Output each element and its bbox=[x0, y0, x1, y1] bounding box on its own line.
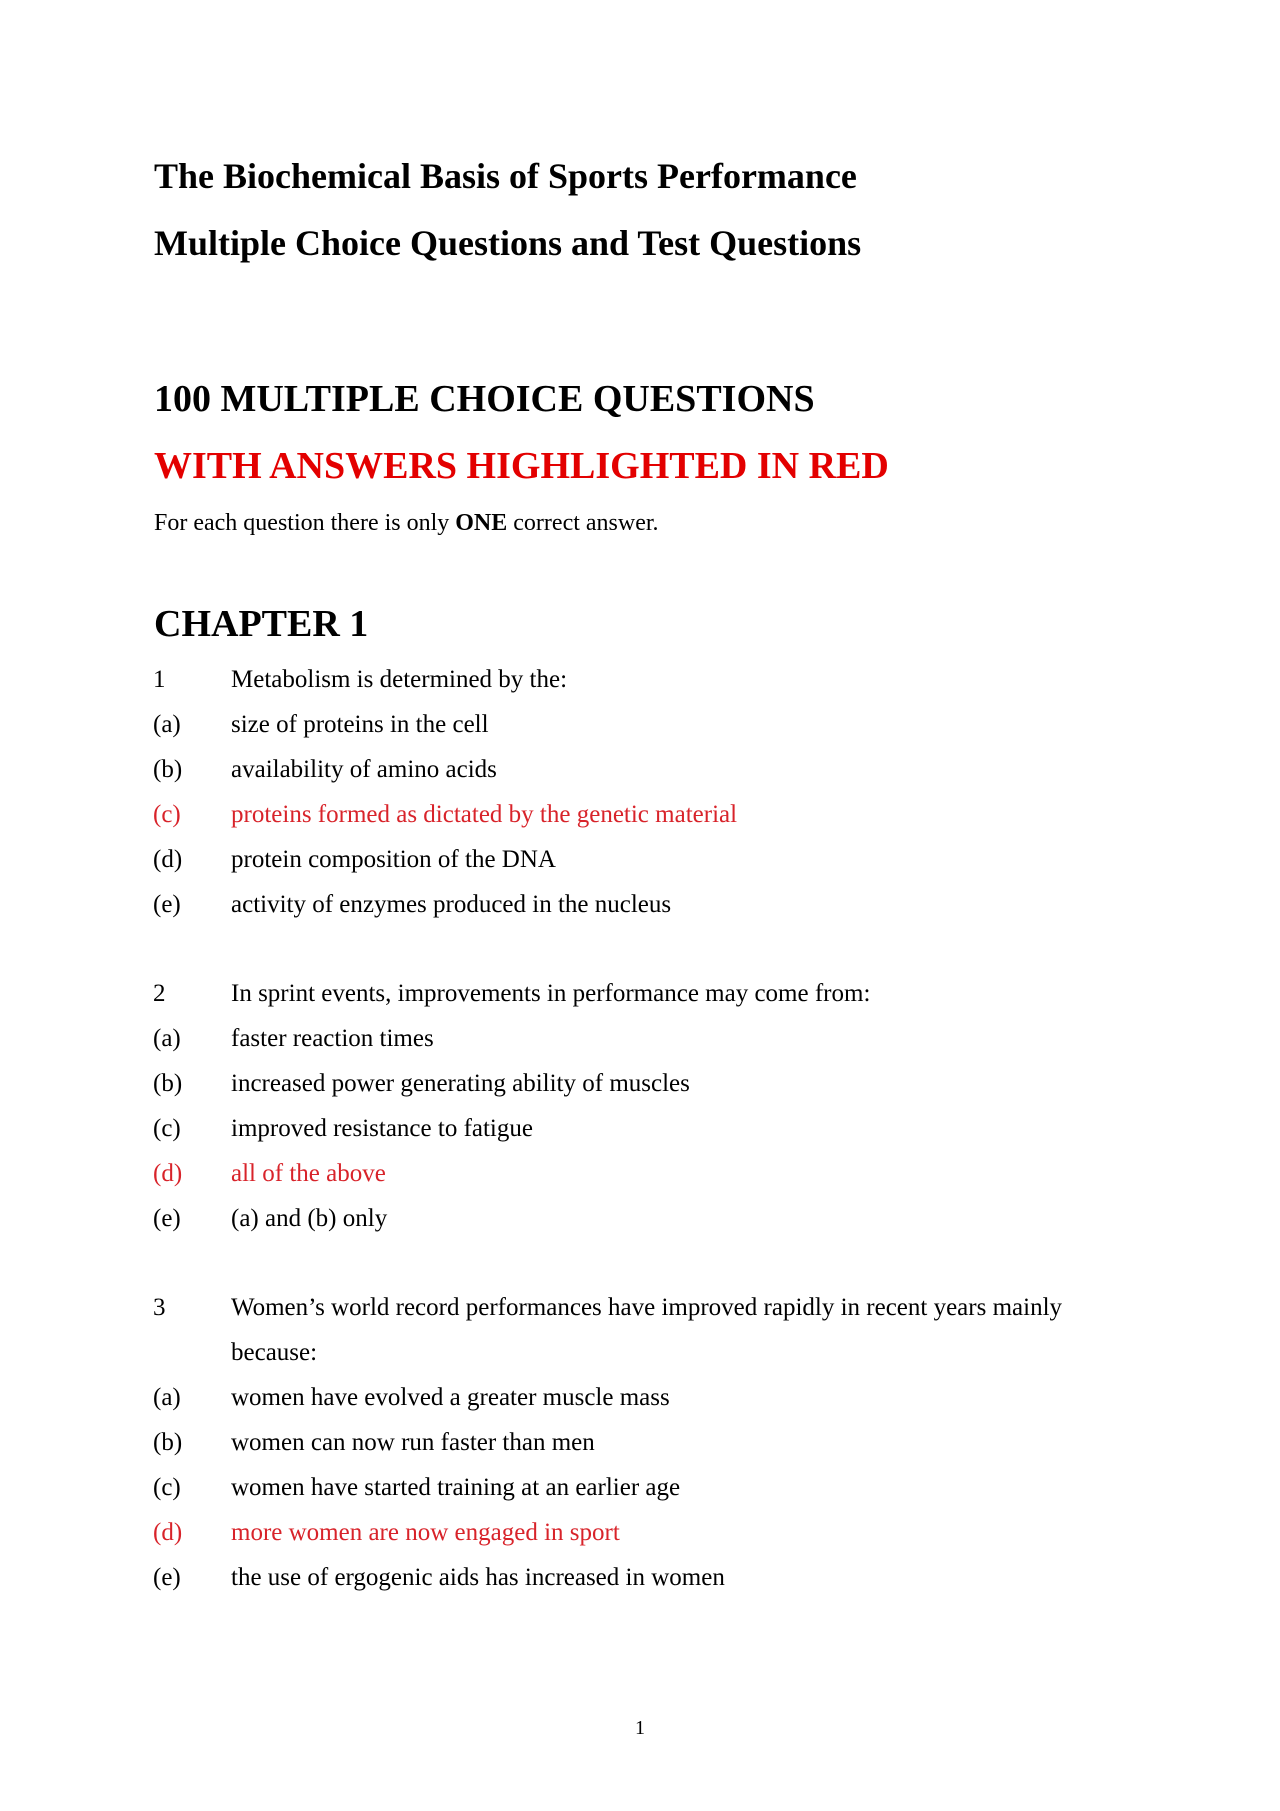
option-1b bbox=[0, 755, 1280, 785]
option-label: (d) bbox=[153, 846, 183, 873]
option-text: activity of enzymes produced in the nucleus bbox=[231, 891, 672, 918]
question-text: Metabolism is determined by the: bbox=[231, 666, 568, 693]
option-label: (b) bbox=[153, 1070, 183, 1097]
option-1d bbox=[0, 845, 1280, 875]
option-text: increased power generating ability of muscles bbox=[231, 1070, 690, 1097]
option-text: the use of ergogenic aids has increased in women bbox=[231, 1564, 725, 1591]
option-2b bbox=[0, 1069, 1280, 1099]
question-text: In sprint events, improvements in performance may come from: bbox=[231, 980, 871, 1007]
option-3b bbox=[0, 1428, 1280, 1458]
option-2c bbox=[0, 1114, 1280, 1144]
option-text: women can now run faster than men bbox=[231, 1429, 595, 1456]
option-text: (a) and (b) only bbox=[231, 1205, 388, 1232]
option-text: all of the above bbox=[231, 1160, 386, 1187]
instructions-text-end: correct answer. bbox=[507, 510, 659, 536]
option-3e bbox=[0, 1563, 1280, 1593]
option-label: (b) bbox=[153, 1429, 183, 1456]
option-3a bbox=[0, 1383, 1280, 1413]
option-text: women have started training at an earlier age bbox=[231, 1474, 681, 1501]
question-3 bbox=[0, 1293, 1280, 1323]
section-heading: 100 MULTIPLE CHOICE QUESTIONS bbox=[154, 378, 815, 420]
option-2d-correct bbox=[0, 1159, 1280, 1189]
question-text-continued: because: bbox=[231, 1339, 318, 1366]
question-3-continued bbox=[0, 1338, 1280, 1368]
option-label: (a) bbox=[153, 1384, 181, 1411]
option-text: proteins formed as dictated by the genetic material bbox=[231, 801, 738, 828]
option-text: protein composition of the DNA bbox=[231, 846, 556, 873]
question-number: 2 bbox=[153, 980, 166, 1007]
question-number: 3 bbox=[153, 1294, 166, 1321]
document-title: The Biochemical Basis of Sports Performance bbox=[154, 156, 857, 196]
option-1c-correct bbox=[0, 800, 1280, 830]
option-label: (a) bbox=[153, 1025, 181, 1052]
option-text: more women are now engaged in sport bbox=[231, 1519, 620, 1546]
option-label: (d) bbox=[153, 1519, 183, 1546]
instructions bbox=[154, 511, 659, 535]
option-label: (c) bbox=[153, 1474, 181, 1501]
answers-note-heading: WITH ANSWERS HIGHLIGHTED IN RED bbox=[154, 445, 889, 487]
instructions-emphasis: ONE bbox=[455, 510, 508, 536]
option-2e bbox=[0, 1204, 1280, 1234]
option-2a bbox=[0, 1024, 1280, 1054]
question-2 bbox=[0, 979, 1280, 1009]
option-1e bbox=[0, 890, 1280, 920]
option-label: (c) bbox=[153, 801, 181, 828]
option-3c bbox=[0, 1473, 1280, 1503]
option-label: (e) bbox=[153, 1205, 181, 1232]
option-3d-correct bbox=[0, 1518, 1280, 1548]
option-label: (d) bbox=[153, 1160, 183, 1187]
question-number: 1 bbox=[153, 666, 166, 693]
option-label: (c) bbox=[153, 1115, 181, 1142]
option-label: (e) bbox=[153, 891, 181, 918]
option-text: faster reaction times bbox=[231, 1025, 434, 1052]
option-label: (b) bbox=[153, 756, 183, 783]
chapter-heading: CHAPTER 1 bbox=[154, 603, 369, 645]
instructions-text: For each question there is only bbox=[154, 510, 456, 536]
question-text: Women’s world record performances have improved rapidly in recent years mainly bbox=[231, 1294, 1063, 1321]
option-text: size of proteins in the cell bbox=[231, 711, 489, 738]
question-1 bbox=[0, 665, 1280, 695]
option-label: (e) bbox=[153, 1564, 181, 1591]
page-number: 1 bbox=[635, 1717, 645, 1739]
option-1a bbox=[0, 710, 1280, 740]
option-text: improved resistance to fatigue bbox=[231, 1115, 533, 1142]
option-text: availability of amino acids bbox=[231, 756, 497, 783]
option-text: women have evolved a greater muscle mass bbox=[231, 1384, 670, 1411]
document-subtitle: Multiple Choice Questions and Test Questions bbox=[154, 223, 862, 263]
option-label: (a) bbox=[153, 711, 181, 738]
